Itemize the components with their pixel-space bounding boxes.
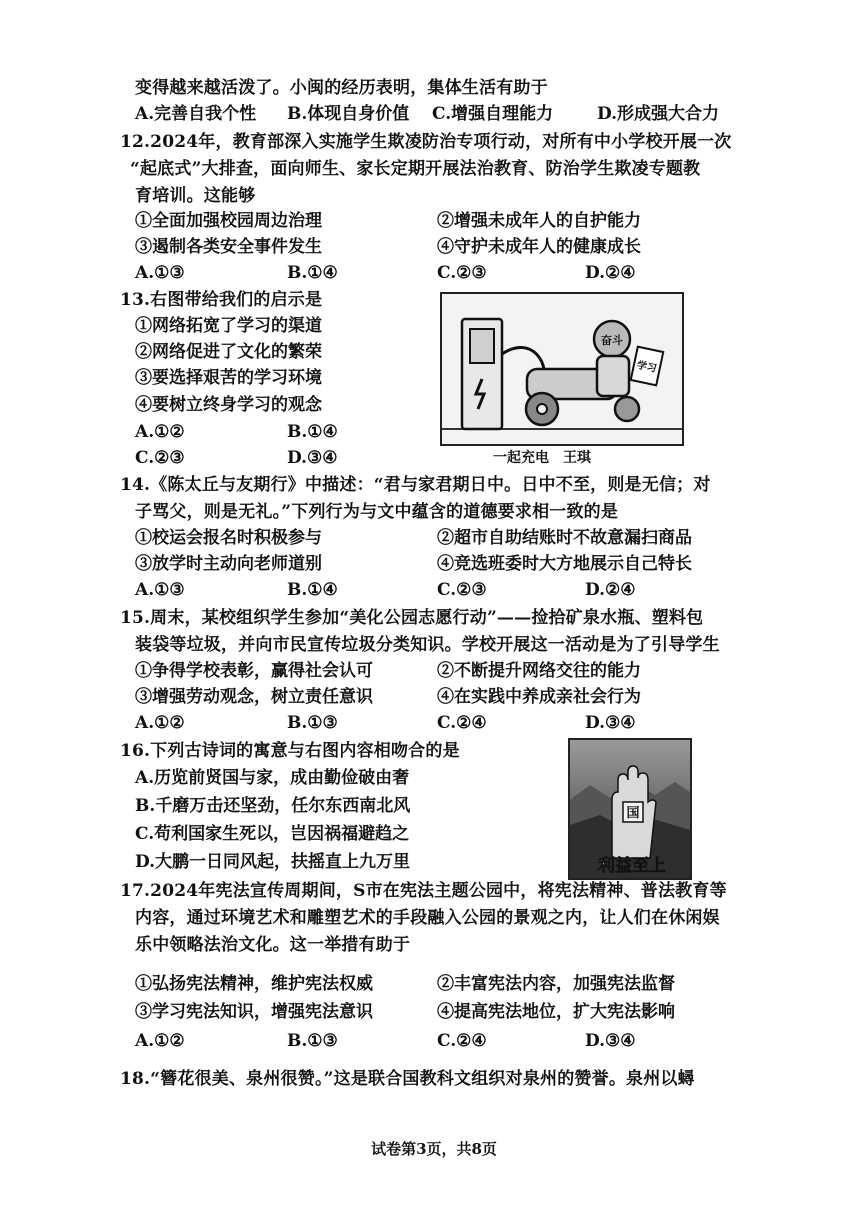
q12-option-c: C.②③ xyxy=(437,263,487,283)
q17-option-d: D.③④ xyxy=(585,1031,636,1051)
q15-option-c: C.②④ xyxy=(437,713,487,733)
q14-option-b: B.①④ xyxy=(287,580,338,600)
q17-statement-2: ②丰富宪法内容，加强宪法监督 xyxy=(437,974,675,994)
q13-option-d: D.③④ xyxy=(287,448,338,468)
q11-option-d: D.形成强大合力 xyxy=(597,104,720,124)
q14-stem-line2: 子骂父，则是无礼。”下列行为与文中蕴含的道德要求相一致的是 xyxy=(135,502,619,522)
q16-option-c: C.苟利国家生死以，岂因祸福避趋之 xyxy=(135,824,410,844)
charging-cartoon-illustration xyxy=(442,294,682,444)
q15-statement-4: ④在实践中养成亲社会行为 xyxy=(437,687,641,707)
q12-option-b: B.①④ xyxy=(287,263,338,283)
q13-statement-3: ③要选择艰苦的学习环境 xyxy=(135,368,322,388)
q12-statement-1: ①全面加强校园周边治理 xyxy=(135,211,322,231)
q13-statement-1: ①网络拓宽了学习的渠道 xyxy=(135,316,322,336)
q14-option-a: A.①③ xyxy=(135,580,185,600)
q15-statement-3: ③增强劳动观念，树立责任意识 xyxy=(135,687,373,707)
q17-statement-1: ①弘扬宪法精神，维护宪法权威 xyxy=(135,974,373,994)
q12-stem-line2: “起底式”大排查，面向师生、家长定期开展法治教育、防治学生欺凌专题教 xyxy=(130,159,701,179)
q11-option-c: C.增强自理能力 xyxy=(432,104,554,124)
q11-option-a: A.完善自我个性 xyxy=(135,104,257,124)
q13-stem: 13.右图带给我们的启示是 xyxy=(120,290,323,310)
q14-option-d: D.②④ xyxy=(585,580,636,600)
page-footer: 试卷第3页，共8页 xyxy=(371,1140,497,1158)
q15-stem-line2: 装袋等垃圾，并向市民宣传垃圾分类知识。学校开展这一活动是为了引导学生 xyxy=(135,635,720,655)
q12-stem-line3: 育培训。这能够 xyxy=(135,186,256,206)
q13-option-c: C.②③ xyxy=(135,448,185,468)
q17-option-a: A.①② xyxy=(135,1031,185,1051)
q18-stem: 18.“簪花很美、泉州很赞。”这是联合国教科文组织对泉州的赞誉。泉州以蟳 xyxy=(120,1069,695,1089)
q17-statement-4: ④提高宪法地位，扩大宪法影响 xyxy=(437,1002,675,1022)
q17-option-c: C.②④ xyxy=(437,1031,487,1051)
q17-stem-line2: 内容，通过环境艺术和雕塑艺术的手段融入公园的景观之内，让人们在休闲娱 xyxy=(135,908,720,928)
q12-stem-line1: 12.2024年，教育部深入实施学生欺凌防治专项行动，对所有中小学校开展一次 xyxy=(120,132,732,152)
q14-statement-4: ④竞选班委时大方地展示自己特长 xyxy=(437,554,692,574)
q13-cartoon-figure xyxy=(440,292,684,446)
hand-poster-illustration xyxy=(570,740,690,878)
q15-statement-1: ①争得学校表彰，赢得社会认可 xyxy=(135,661,373,681)
q12-statement-2: ②增强未成年人的自护能力 xyxy=(437,211,641,231)
q17-statement-3: ③学习宪法知识，增强宪法意识 xyxy=(135,1002,373,1022)
q15-option-d: D.③④ xyxy=(585,713,636,733)
q14-option-c: C.②③ xyxy=(437,580,487,600)
q17-stem-line1: 17.2024年宪法宣传周期间，S市在宪法主题公园中，将宪法精神、普法教育等 xyxy=(120,881,727,901)
helmet-label: 奋斗 xyxy=(601,334,623,347)
poster-badge-text: 国 xyxy=(626,806,640,821)
q14-statement-2: ②超市自助结账时不故意漏扫商品 xyxy=(437,528,692,548)
q13-statement-4: ④要树立终身学习的观念 xyxy=(135,395,322,415)
q12-option-a: A.①③ xyxy=(135,263,185,283)
q13-statement-2: ②网络促进了文化的繁荣 xyxy=(135,342,322,362)
q15-option-b: B.①③ xyxy=(287,713,338,733)
q12-option-d: D.②④ xyxy=(585,263,636,283)
q12-statement-4: ④守护未成年人的健康成长 xyxy=(437,237,641,257)
q13-figure-caption: 一起充电 王琪 xyxy=(493,450,591,466)
q16-option-a: A.历览前贤国与家，成由勤俭破由奢 xyxy=(135,768,410,788)
q16-option-b: B.千磨万击还坚劲，任尔东西南北风 xyxy=(135,796,411,816)
q14-stem-line1: 14.《陈太丘与友期行》中描述：“君与家君期日中。日中不至，则是无信；对 xyxy=(120,475,711,495)
q13-option-a: A.①② xyxy=(135,422,185,442)
poster-slogan: 利益至上 xyxy=(598,856,666,876)
q13-option-b: B.①④ xyxy=(287,422,338,442)
q14-statement-1: ①校运会报名时积极参与 xyxy=(135,528,322,548)
q16-poster-figure xyxy=(568,738,692,880)
q16-stem: 16.下列古诗词的寓意与右图内容相吻合的是 xyxy=(120,741,460,761)
q15-option-a: A.①② xyxy=(135,713,185,733)
q16-option-d: D.大鹏一日同风起，扶摇直上九万里 xyxy=(135,852,411,872)
q12-statement-3: ③遏制各类安全事件发生 xyxy=(135,237,322,257)
q15-stem-line1: 15.周末，某校组织学生参加“美化公园志愿行动”——捡拾矿泉水瓶、塑料包 xyxy=(120,608,704,628)
q14-statement-3: ③放学时主动向老师道别 xyxy=(135,554,322,574)
q17-option-b: B.①③ xyxy=(287,1031,338,1051)
q11-line: 变得越来越活泼了。小闽的经历表明，集体生活有助于 xyxy=(135,78,548,98)
q15-statement-2: ②不断提升网络交往的能力 xyxy=(437,661,641,681)
q11-option-b: B.体现自身价值 xyxy=(287,104,410,124)
book-label: 学习 xyxy=(635,360,658,375)
q17-stem-line3: 乐中领略法治文化。这一举措有助于 xyxy=(135,935,411,955)
